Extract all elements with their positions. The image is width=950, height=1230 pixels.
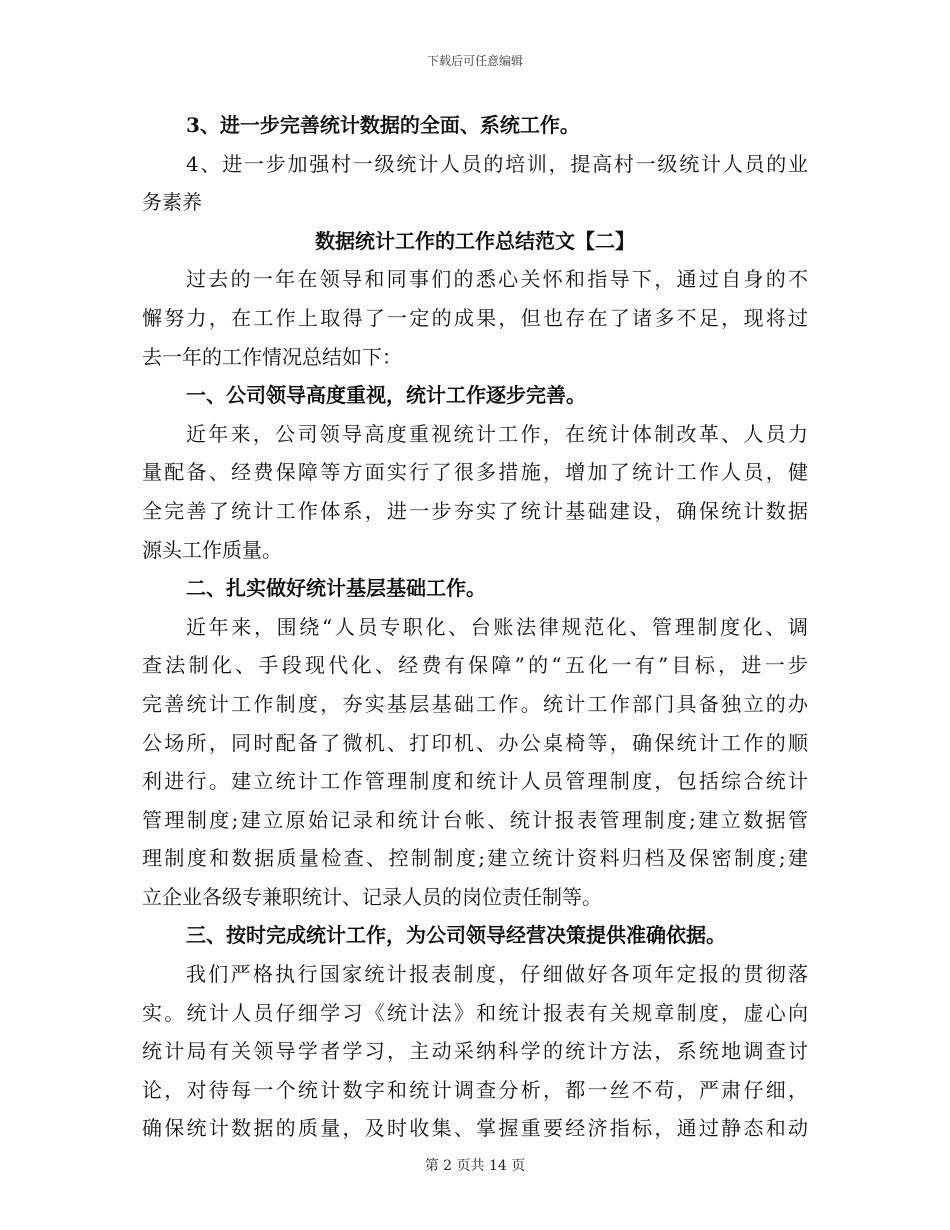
paragraph-line: 近年来，公司领导高度重视统计工作，在统计体制改革、人员力 bbox=[186, 421, 808, 446]
document-body bbox=[142, 106, 808, 1148]
paragraph-line: 我们严格执行国家统计报表制度，仔细做好各项年定报的贯彻落 bbox=[186, 962, 808, 987]
paragraph-line: 公场所，同时配备了微机、打印机、办公桌椅等，确保统计工作的顺 bbox=[142, 730, 808, 755]
paragraph-line: 理制度和数据质量检查、控制制度;建立统计资料归档及保密制度;建 bbox=[142, 846, 808, 871]
paragraph-line: 懈努力，在工作上取得了一定的成果，但也存在了诸多不足，现将过 bbox=[142, 305, 808, 330]
paragraph-line: 管理制度;建立原始记录和统计台帐、统计报表管理制度;建立数据管 bbox=[142, 807, 808, 832]
paragraph-line: 全完善了统计工作体系，进一步夯实了统计基础建设，确保统计数据 bbox=[142, 498, 808, 523]
paragraph-line: 统计局有关领导学者学习，主动采纳科学的统计方法，系统地调查讨 bbox=[142, 1039, 808, 1064]
section-heading: 一、公司领导高度重视，统计工作逐步完善。 bbox=[186, 383, 586, 408]
section-heading: 二、扎实做好统计基层基础工作。 bbox=[186, 576, 486, 601]
paragraph-line: 实。统计人员仔细学习《统计法》和统计报表有关规章制度，虚心向 bbox=[142, 1000, 808, 1025]
paragraph-line: 过去的一年在领导和同事们的悉心关怀和指导下，通过自身的不 bbox=[186, 267, 808, 292]
paragraph-line: 源头工作质量。 bbox=[142, 537, 282, 562]
paragraph-line: 务素养 bbox=[142, 190, 202, 215]
paragraph-line: 论，对待每一个统计数字和统计调查分析，都一丝不苟，严肃仔细， bbox=[142, 1077, 808, 1102]
page-footer: 第 2 页共 14 页 bbox=[424, 1158, 526, 1174]
paragraph-line: 确保统计数据的质量，及时收集、掌握重要经济指标，通过静态和动 bbox=[142, 1116, 808, 1141]
paragraph-line: 量配备、经费保障等方面实行了很多措施，增加了统计工作人员，健 bbox=[142, 460, 808, 485]
page-header: 下载后可任意编辑 bbox=[426, 54, 523, 68]
paragraph-line: 近年来，围绕“人员专职化、台账法律规范化、管理制度化、调 bbox=[186, 614, 808, 639]
paragraph-line: 去一年的工作情况总结如下： bbox=[142, 344, 402, 369]
paragraph-line: 4、进一步加强村一级统计人员的培训，提高村一级统计人员的业 bbox=[186, 151, 808, 176]
paragraph-line: 查法制化、手段现代化、经费有保障”的“五化一有”目标，进一步 bbox=[142, 653, 808, 678]
paragraph-line: 立企业各级专兼职统计、记录人员的岗位责任制等。 bbox=[142, 884, 602, 909]
section-title: 数据统计工作的工作总结范文【二】 bbox=[315, 228, 635, 253]
section-heading: 三、按时完成统计工作，为公司领导经营决策提供准确依据。 bbox=[186, 923, 726, 948]
section-heading: 3、进一步完善统计数据的全面、系统工作。 bbox=[186, 113, 580, 137]
paragraph-line: 完善统计工作制度，夯实基层基础工作。统计工作部门具备独立的办 bbox=[142, 691, 808, 716]
paragraph-line: 利进行。建立统计工作管理制度和统计人员管理制度，包括综合统计 bbox=[142, 769, 808, 794]
